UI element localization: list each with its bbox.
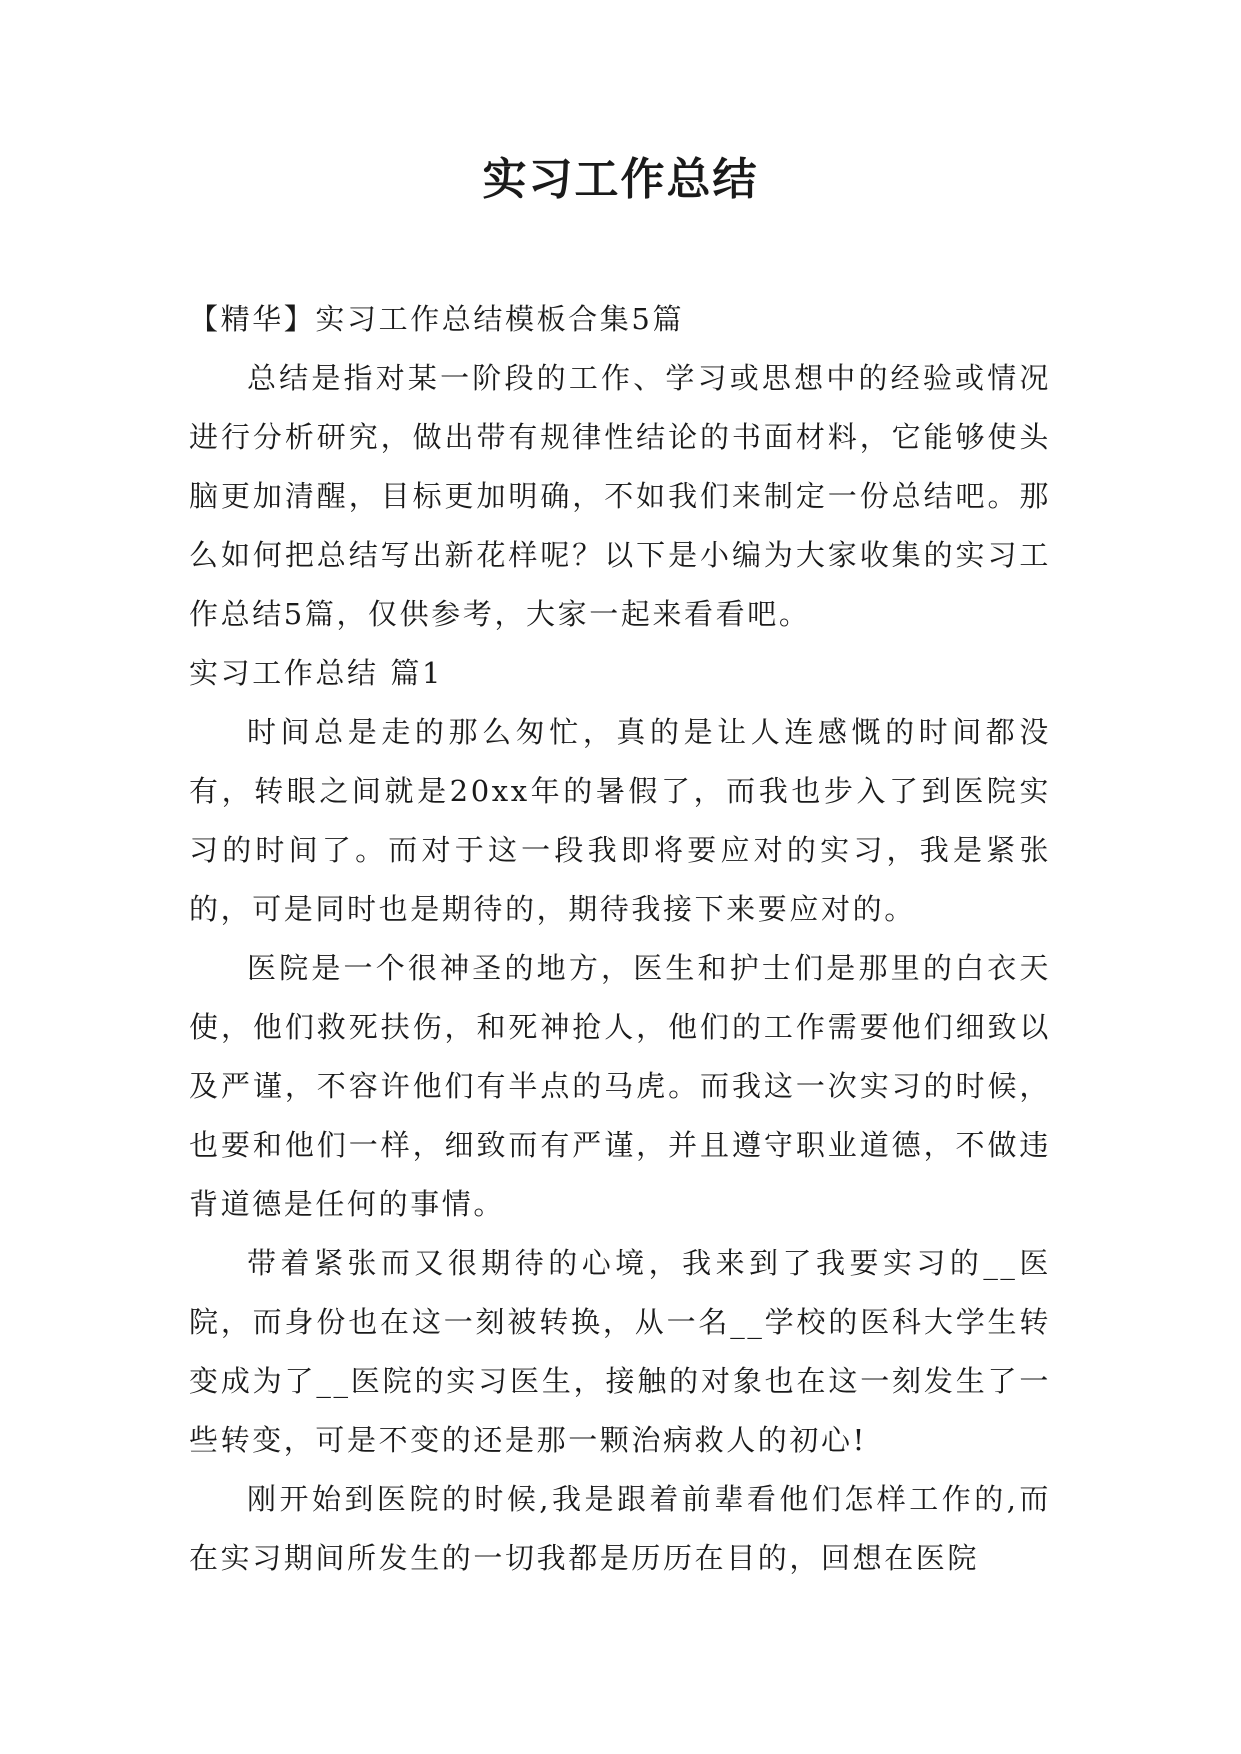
document-title: 实习工作总结 <box>482 154 759 205</box>
intro-paragraph: 总结是指对某一阶段的工作、学习或思想中的经验或情况进行分析研究，做出带有规律性结论的书面材料，它能够使头脑更加清醒，目标更加明确，不如我们来制定一份总结吧。那么如何把总结写出新花样呢？以下是小编为大家收集的实习工作总结5篇，仅供参考，大家一起来看看吧。 <box>189 361 1051 631</box>
section-heading: 实习工作总结 篇1 <box>189 656 444 690</box>
body-paragraph: 刚开始到医院的时候,我是跟着前辈看他们怎样工作的,而在实习期间所发生的一切我都是历历在目的，回想在医院 <box>189 1482 1051 1575</box>
body-paragraph: 带着紧张而又很期待的心境，我来到了我要实习的__医院，而身份也在这一刻被转换，从一名__学校的医科大学生转变成为了__医院的实习医生，接触的对象也在这一刻发生了一些转变，可是不变的还是那一颗治病救人的初心! <box>189 1246 1051 1457</box>
body-paragraph: 医院是一个很神圣的地方，医生和护士们是那里的白衣天使，他们救死扶伤，和死神抢人，他们的工作需要他们细致以及严谨，不容许他们有半点的马虎。而我这一次实习的时候，也要和他们一样，细致而有严谨，并且遵守职业道德，不做违背道德是任何的事情。 <box>189 951 1051 1221</box>
document-subtitle: 【精华】实习工作总结模板合集5篇 <box>189 302 685 336</box>
body-paragraph: 时间总是走的那么匆忙，真的是让人连感慨的时间都没有，转眼之间就是20xx年的暑假了，而我也步入了到医院实习的时间了。而对于这一段我即将要应对的实习，我是紧张的，可是同时也是期待的，期待我接下来要应对的。 <box>189 715 1051 926</box>
document-body <box>189 290 1051 1588</box>
